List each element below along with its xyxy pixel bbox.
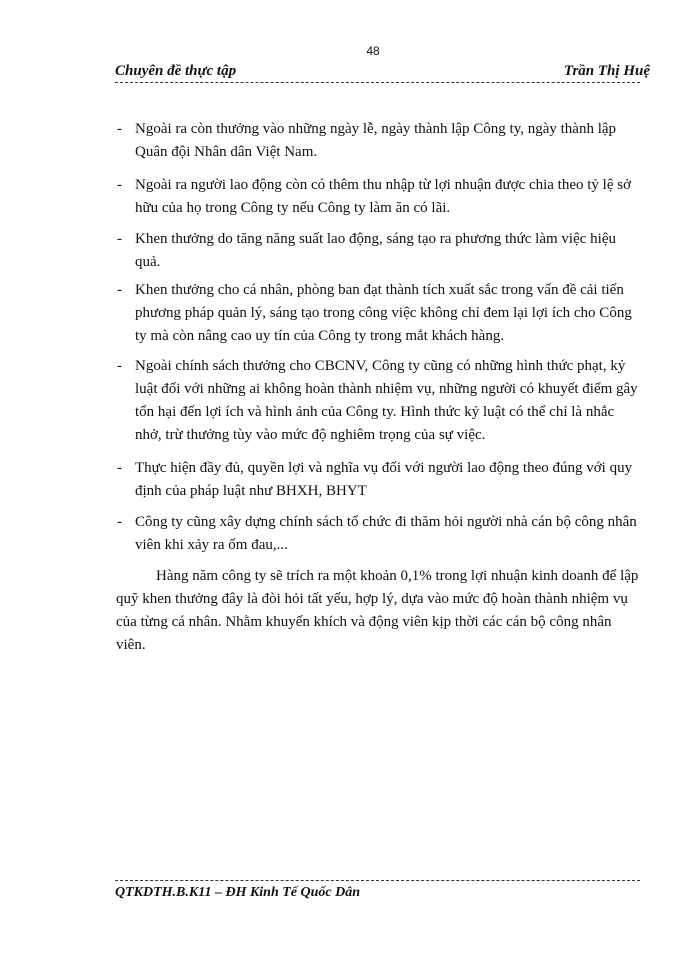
- bullet-line: Công ty cũng xây dựng chính sách tổ chức đi thăm hỏi người nhà cán bộ công nhân: [135, 514, 637, 530]
- bullet-marker: -: [117, 121, 122, 137]
- bullet-line: Khen thưởng cho cá nhân, phòng ban đạt thành tích xuất sắc trong vấn đề cải tiến: [135, 282, 624, 298]
- footer-divider: [115, 880, 640, 881]
- bullet-line: Ngoài ra còn thưởng vào những ngày lễ, ngày thành lập Công ty, ngày thành lập: [135, 121, 617, 137]
- bullet-line: viên khi xảy ra ốm đau,...: [135, 537, 288, 553]
- bullet-line: luật đối với những ai không hoàn thành nhiệm vụ, những người có khuyết điểm gây: [135, 381, 638, 397]
- footer-text: QTKDTH.B.K11 – ĐH Kinh Tế Quốc Dân: [115, 885, 361, 900]
- bullet-line: nhở, trừ thưởng tùy vào mức độ nghiêm trọng của sự việc.: [135, 427, 486, 443]
- bullet-line: ty mà còn nâng cao uy tín của Công ty trong mắt khách hàng.: [135, 328, 505, 344]
- bullet-line: phương pháp quản lý, sáng tạo trong công việc không chỉ đem lại lợi ích cho Công: [135, 305, 632, 321]
- bullet-marker: -: [117, 282, 122, 298]
- bullet-line: Ngoài chính sách thưởng cho CBCNV, Công ty cũng có những hình thức phạt, kỷ: [135, 358, 626, 374]
- bullet-marker: -: [117, 358, 122, 374]
- bullet-line: Thực hiện đầy đủ, quyền lợi và nghĩa vụ đối với người lao động theo đúng với quy: [135, 460, 633, 476]
- header-divider: [115, 82, 640, 83]
- paragraph-line: viên.: [116, 637, 146, 653]
- bullet-marker: -: [117, 514, 122, 530]
- bullet-line: tổn hại đến lợi ích và hình ảnh của Công ty. Hình thức kỷ luật có thể chỉ là nhắc: [135, 404, 615, 420]
- paragraph-line: quỹ khen thưởng đây là đòi hỏi tất yếu, hợp lý, dựa vào mức độ hoàn thành nhiệm vụ: [116, 591, 628, 607]
- bullet-marker: -: [117, 177, 122, 193]
- header-title: Chuyên đề thực tập: [115, 63, 237, 79]
- paragraph-line: Hàng năm công ty sẽ trích ra một khoản 0,1% trong lợi nhuận kinh doanh để lập: [156, 568, 639, 584]
- page-number: 48: [366, 44, 380, 58]
- bullet-marker: -: [117, 231, 122, 247]
- bullet-line: Ngoài ra người lao động còn có thêm thu nhập từ lợi nhuận được chia theo tỷ lệ sở: [135, 177, 632, 193]
- bullet-line: hữu của họ trong Công ty nếu Công ty làm ăn có lãi.: [135, 200, 451, 216]
- bullet-line: định của pháp luật như BHXH, BHYT: [135, 483, 367, 499]
- bullet-line: quả.: [135, 254, 161, 270]
- bullet-marker: -: [117, 460, 122, 476]
- bullet-line: Quân đội Nhân dân Việt Nam.: [135, 144, 318, 160]
- paragraph-line: của từng cá nhân. Nhằm khuyến khích và động viên kịp thời các cán bộ công nhân: [116, 614, 612, 630]
- header-author: Trần Thị Huệ: [563, 63, 650, 79]
- bullet-line: Khen thưởng do tăng năng suất lao động, sáng tạo ra phương thức làm việc hiệu: [135, 231, 616, 247]
